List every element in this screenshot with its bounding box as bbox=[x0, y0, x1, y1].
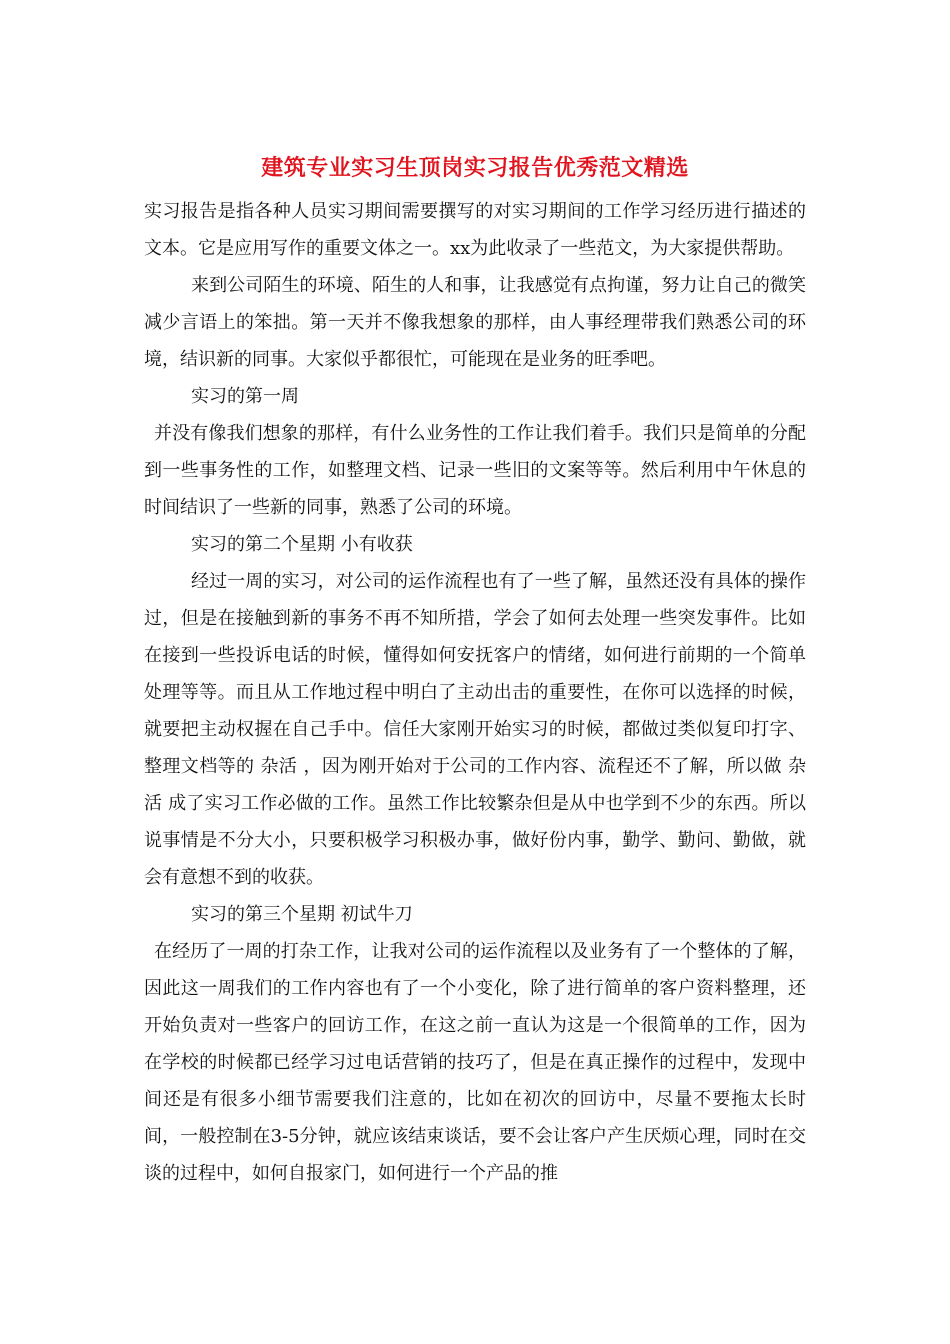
body-paragraph: 经过一周的实习，对公司的运作流程也有了一些了解，虽然还没有具体的操作过，但是在接触到新的事务不再不知所措，学会了如何去处理一些突发事件。比如在接到一些投诉电话的时候，懂得如何安抚客户的情绪，如何进行前期的一个简单处理等等。而且从工作地过程中明白了主动出击的重要性，在你可以选择的时候，就要把主动权握在自己手中。信任大家刚开始实习的时候，都做过类似复印打字、整理文档等的 杂活 ，因为刚开始对于公司的工作内容、流程还不了解，所以做 杂活 成了实习工作必做的工作。虽然工作比较繁杂但是从中也学到不少的东西。所以说事情是不分大小，只要积极学习积极办事，做好份内事，勤学、勤问、勤做，就会有意想不到的收获。 bbox=[144, 571, 806, 888]
section-heading-week-3: 实习的第三个星期 初试牛刀 bbox=[191, 904, 413, 925]
body-paragraph: 来到公司陌生的环境、陌生的人和事，让我感觉有点拘谨，努力让自己的微笑减少言语上的笨拙。第一天并不像我想象的那样，由人事经理带我们熟悉公司的环境，结识新的同事。大家似乎都很忙，可能现在是业务的旺季吧。 bbox=[144, 275, 806, 370]
section-heading-week-2: 实习的第二个星期 小有收获 bbox=[191, 534, 413, 555]
document-title: 建筑专业实习生顶岗实习报告优秀范文精选 bbox=[261, 155, 689, 181]
intro-paragraph: 实习报告是指各种人员实习期间需要撰写的对实习期间的工作学习经历进行描述的文本。它是应用写作的重要文体之一。xx为此收录了一些范文，为大家提供帮助。 bbox=[144, 201, 806, 259]
body-paragraph: 并没有像我们想象的那样，有什么业务性的工作让我们着手。我们只是简单的分配到一些事务性的工作，如整理文档、记录一些旧的文案等等。然后利用中午休息的时间结识了一些新的同事，熟悉了公司的环境。 bbox=[144, 423, 806, 518]
section-heading-week-1: 实习的第一周 bbox=[191, 386, 299, 407]
body-paragraph: 在经历了一周的打杂工作，让我对公司的运作流程以及业务有了一个整体的了解，因此这一周我们的工作内容也有了一个小变化，除了进行简单的客户资料整理，还开始负责对一些客户的回访工作，在这之前一直认为这是一个很简单的工作，因为在学校的时候都已经学习过电话营销的技巧了，但是在真正操作的过程中，发现中间还是有很多小细节需要我们注意的，比如在初次的回访中，尽量不要拖太长时间，一般控制在3-5分钟，就应该结束谈话，要不会让客户产生厌烦心理，同时在交谈的过程中，如何自报家门，如何进行一个产品的推 bbox=[144, 941, 806, 1184]
document-body bbox=[144, 193, 806, 1192]
